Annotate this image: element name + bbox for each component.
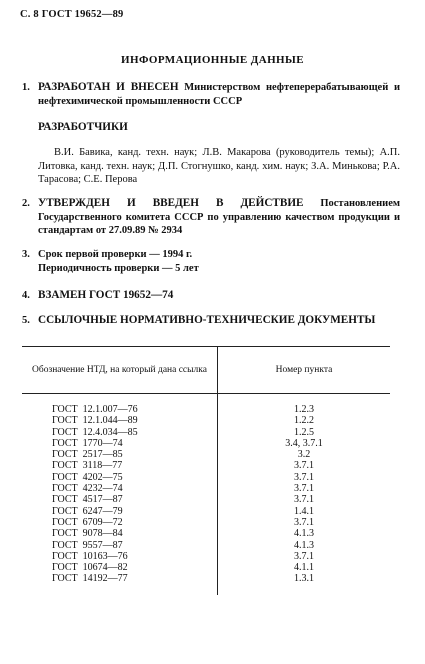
developers-list: В.И. Бавика, канд. техн. наук; Л.В. Макарова (руководитель темы); А.П. Литовка, канд. техн. наук; Д.П. Стогнушко, канд. хим. наук; З.А. Минькова; Р.А. Тарасова; С.Е. Перова [38, 147, 400, 185]
table-cell-clause: 4.1.3 [293, 539, 314, 551]
table-header-row [22, 347, 390, 394]
table-row [22, 517, 390, 528]
table-cell-document: ГОСТ 3118—77 [22, 460, 217, 471]
table-cell-clause: 1.4.1 [293, 505, 314, 517]
table-cell-clause: 1.3.1 [293, 573, 314, 585]
references-table [22, 346, 390, 595]
item-1 [38, 81, 400, 108]
table-row [22, 415, 390, 426]
table-cell-document: ГОСТ 10163—76 [22, 551, 217, 562]
page-title: ИНФОРМАЦИОННЫЕ ДАННЫЕ [121, 54, 304, 66]
table-cell-clause: 3.7.1 [293, 471, 314, 483]
item-4-number: 4. [22, 290, 30, 301]
item-1-number: 1. [22, 82, 30, 93]
table-row [22, 562, 390, 573]
table-cell-clause: 3.7.1 [293, 483, 314, 495]
table-cell-clause: 4.1.3 [293, 528, 314, 540]
item-4: ВЗАМЕН ГОСТ 19652—74 [38, 289, 174, 301]
table-spacer-cell [217, 585, 390, 595]
table-row [22, 573, 390, 584]
table-row [22, 472, 390, 483]
table-cell-clause: 3.7.1 [293, 494, 314, 506]
table-cell-clause: 4.1.1 [293, 562, 314, 574]
table-row [22, 449, 390, 460]
developers-heading: РАЗРАБОТЧИКИ [38, 121, 128, 133]
table-body [22, 394, 390, 595]
table-row [22, 494, 390, 505]
table-cell-document: ГОСТ 14192—77 [22, 573, 217, 584]
table-row [22, 427, 390, 438]
table-cell-document: ГОСТ 6247—79 [22, 506, 217, 517]
table-header-clause: Номер пункта [217, 347, 390, 394]
table-row [22, 551, 390, 562]
table-cell-clause: 3.7.1 [293, 550, 314, 562]
item-2-lead: УТВЕРЖДЕН И ВВЕДЕН В ДЕЙСТВИЕ [38, 197, 304, 209]
item-1-lead: РАЗРАБОТАН И ВНЕСЕН [38, 81, 179, 93]
table-header-document: Обозначение НТД, на который дана ссылка [22, 347, 217, 394]
table-cell-document: ГОСТ 12.4.034—85 [22, 427, 217, 438]
table-cell-document: ГОСТ 10674—82 [22, 562, 217, 573]
item-3-line-2: Периодичность проверки — 5 лет [38, 263, 199, 274]
table-cell-document: ГОСТ 2517—85 [22, 449, 217, 460]
table-cell-document: ГОСТ 6709—72 [22, 517, 217, 528]
table-cell-document: ГОСТ 12.1.044—89 [22, 415, 217, 426]
table-cell-document: ГОСТ 9557—87 [22, 540, 217, 551]
item-2-text: Постановлением Государственного комитета СССР по управлению качеством продукции и стандартам от 27.09.89 № 2934 [38, 198, 401, 236]
table-row [22, 460, 390, 471]
table-cell-document: ГОСТ 4517—87 [22, 494, 217, 505]
table-row [22, 540, 390, 551]
table-spacer-row [22, 585, 390, 595]
table-cell-clause: 3.7.1 [293, 516, 314, 528]
item-5: ССЫЛОЧНЫЕ НОРМАТИВНО-ТЕХНИЧЕСКИЕ ДОКУМЕНТЫ [38, 314, 376, 326]
table-spacer-cell [22, 585, 217, 595]
table-row [22, 438, 390, 449]
table-row [22, 506, 390, 517]
table-cell-clause: 3.7.1 [293, 460, 314, 472]
table-cell-document: ГОСТ 1770—74 [22, 438, 217, 449]
item-2-number: 2. [22, 198, 30, 209]
item-2 [38, 197, 400, 238]
table-row [22, 394, 390, 416]
item-1-text: Министерством нефтеперерабатывающей и нефтехимической промышленности СССР [38, 82, 400, 107]
table-cell-document: ГОСТ 4232—74 [22, 483, 217, 494]
table-row [22, 483, 390, 494]
item-3-number: 3. [22, 249, 30, 260]
table-cell-clause: 3.2 [297, 449, 311, 461]
table-cell-document: ГОСТ 9078—84 [22, 528, 217, 539]
table-cell-clause: 3.4, 3.7.1 [285, 437, 323, 449]
item-5-number: 5. [22, 315, 30, 326]
table-cell-clause: 1.2.5 [293, 426, 314, 438]
page-header: С. 8 ГОСТ 19652—89 [20, 9, 124, 20]
table-cell-document: ГОСТ 4202—75 [22, 472, 217, 483]
table-row [22, 528, 390, 539]
table-cell-clause: 1.2.3 [217, 394, 390, 416]
table-cell-clause: 1.2.2 [293, 415, 314, 427]
item-3-line-1: Срок первой проверки — 1994 г. [38, 249, 193, 260]
table-cell-document: ГОСТ 12.1.007—76 [22, 394, 217, 416]
